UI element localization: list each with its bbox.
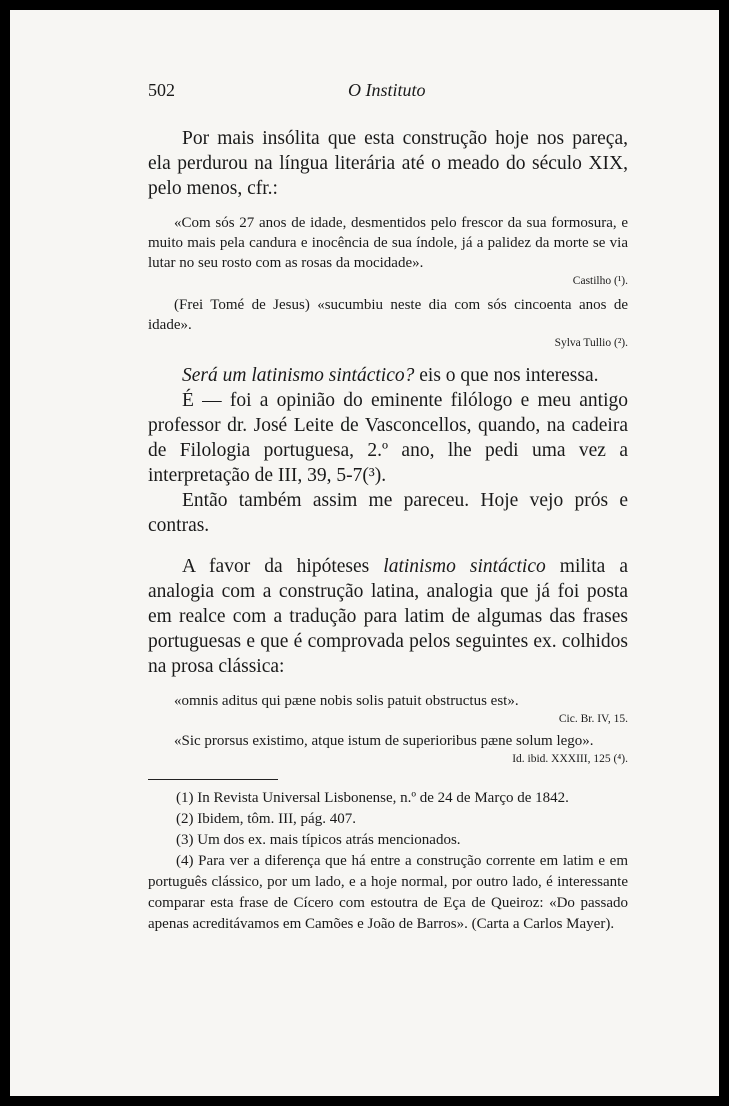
footnote-4-text: Para ver a diferença que há entre a construção corrente em latim e em português clássico, por um lado, e a hoje normal, por outro lado, é interessante comparar esta frase de Cícero com estoutra de Eça de Queiroz: «Do passado apenas acreditávamos em Camões e João de Barros». (Carta a Carlos Mayer).	[148, 853, 628, 932]
paragraph-4: Então também assim me pareceu. Hoje vejo prós e contras.	[148, 490, 628, 536]
quote-cicero-2: «Sic prorsus existimo, atque istum de superioribus pæne solum lego».	[174, 733, 594, 749]
paragraph-3	[148, 388, 628, 488]
quote-cicero-1-source: Cic. Br. IV, 15.	[558, 713, 628, 725]
footnote-1-mark: (1)	[176, 790, 194, 806]
page-number: 502	[148, 80, 175, 100]
paragraph-5-rest: milita a analogia com a construção latina, analogia que já foi posta em realce com a tradução para latim de algumas das frases portuguesas e que é comprovada pelos seguintes ex. colhidos na prosa clássica:	[148, 556, 628, 677]
paragraph-3-text: É — foi a opinião do eminente filólogo e meu antigo professor dr. José Leite de Vasconcellos, quando, na cadeira de Filologia portuguesa, 2.º ano, lhe pedi uma vez a interpretação de III, 39, 5-7	[148, 390, 628, 486]
footnote-1	[148, 788, 628, 809]
footnotes	[148, 788, 628, 935]
footnote-3-text: Um dos ex. mais típicos atrás mencionados.	[193, 832, 461, 848]
question-rest: eis o que nos interessa.	[414, 365, 599, 386]
footnote-2-text: Ibidem, tôm. III, pág. 407.	[193, 811, 356, 827]
paragraph-5-start: A favor da hipóteses	[182, 556, 384, 577]
paragraph-1: Por mais insólita que esta construção hoje nos pareça, ela perdurou na língua literária até o meado do século XIX, pelo menos, cfr.:	[148, 128, 628, 199]
paragraph-5	[148, 554, 628, 679]
question-italic: Será um latinismo sintáctico?	[182, 365, 415, 386]
quote-sylva-tullio-source: Sylva Tullio (²).	[554, 337, 628, 349]
footnote-ref-3: (³).	[362, 465, 387, 486]
quote-castilho-source: Castilho (¹).	[572, 275, 628, 287]
page-content	[148, 80, 628, 935]
footnote-divider	[148, 779, 278, 780]
quote-cicero-1: «omnis aditus qui pæne nobis solis patuit obstructus est».	[174, 693, 519, 709]
book-page	[10, 10, 719, 1096]
quote-cicero-2-source: Id. ibid. XXXIII, 125 (⁴).	[512, 753, 628, 765]
footnote-1-text: In Revista Universal Lisbonense, n.º de 24 de Março de 1842.	[193, 790, 569, 806]
paragraph-5-italic: latinismo sintáctico	[383, 556, 546, 577]
footnote-4	[148, 851, 628, 935]
journal-title: O Instituto	[348, 80, 426, 100]
paragraph-2	[148, 363, 628, 388]
footnote-2-mark: (2)	[176, 811, 194, 827]
quote-castilho: «Com sós 27 anos de idade, desmentidos pelo frescor da sua formosura, e muito mais pela candura e inocência de sua índole, já a palidez da morte se via lutar no seu rosto com as rosas da mocidade».	[148, 215, 628, 271]
quote-sylva-tullio: (Frei Tomé de Jesus) «sucumbiu neste dia com sós cincoenta anos de idade».	[148, 297, 628, 333]
footnote-2	[148, 809, 628, 830]
footnote-3	[148, 830, 628, 851]
footnote-3-mark: (3)	[176, 832, 194, 848]
running-head	[148, 80, 628, 106]
footnote-4-mark: (4)	[176, 853, 194, 869]
